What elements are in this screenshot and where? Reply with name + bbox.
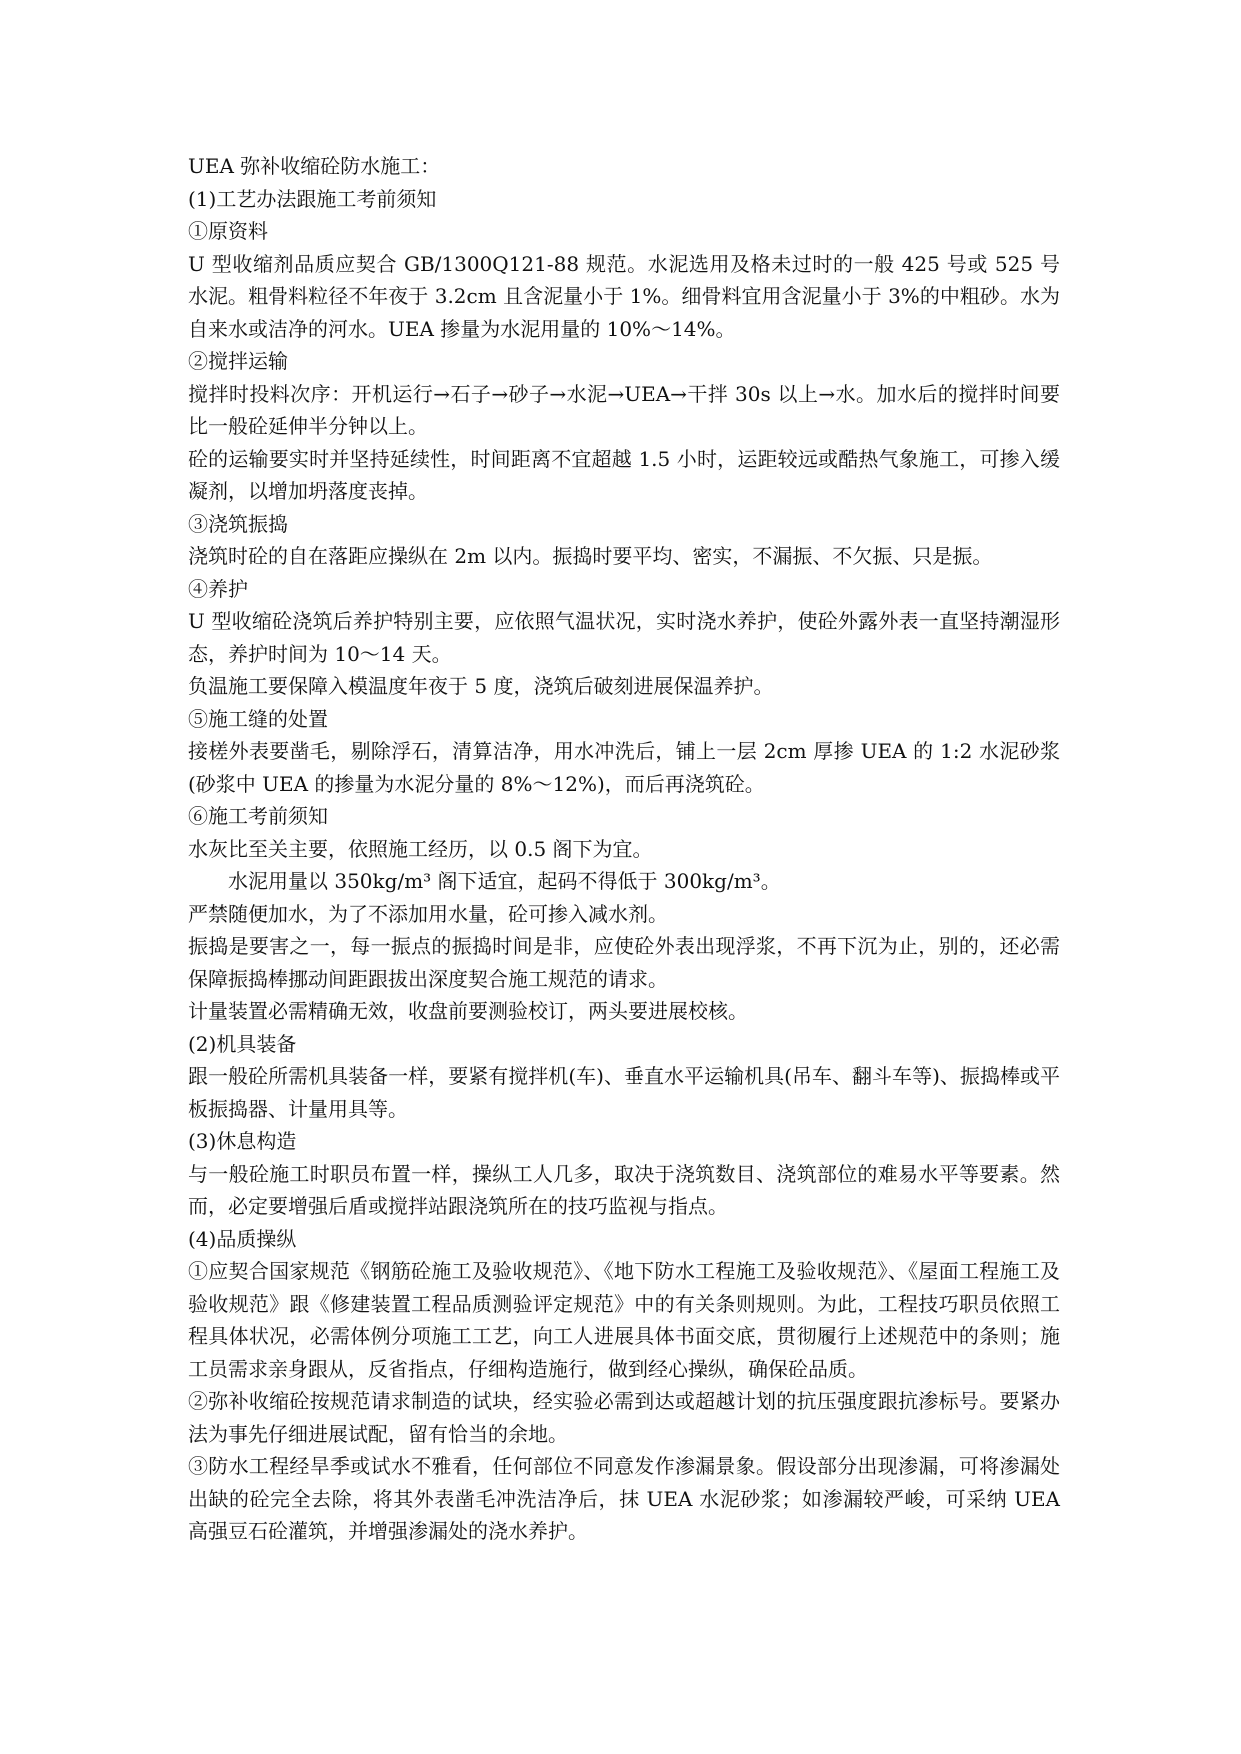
subheading-curing: ④养护 — [188, 576, 248, 601]
paragraph: 接槎外表要凿毛，剔除浮石，清算洁净，用水冲洗后，铺上一层 2cm 厚掺 UEA 的 1:2 水泥砂浆(砂浆中 UEA 的掺量为水泥分量的 8%～12%)，而后再浇筑砼。 — [188, 739, 1060, 796]
paragraph: 浇筑时砼的自在落距应操纵在 2m 以内。振捣时要平均、密实，不漏振、不欠振、只是振。 — [188, 544, 993, 568]
paragraph: 与一般砼施工时职员布置一样，操纵工人几多，取决于浇筑数目、浇筑部位的难易水平等要素。然而，必定要增强后盾或搅拌站跟浇筑所在的技巧监视与指点。 — [188, 1161, 1060, 1218]
subheading-construction-joint: ⑤施工缝的处置 — [188, 706, 328, 731]
paragraph: 负温施工要保障入模温度年夜于 5 度，浇筑后破刻进展保温养护。 — [188, 674, 774, 698]
paragraph: 水灰比至关主要，依照施工经历，以 0.5 阁下为宜。 — [188, 836, 653, 861]
subheading-raw-materials: ①原资料 — [188, 219, 268, 243]
section-heading-4: (4)品质操纵 — [188, 1226, 297, 1251]
section-heading-3: (3)休息构造 — [188, 1129, 297, 1153]
subheading-construction-notes: ⑥施工考前须知 — [188, 804, 328, 828]
subheading-pouring-vibrating: ③浇筑振捣 — [188, 511, 288, 536]
paragraph: 搅拌时投料次序：开机运行→石子→砂子→水泥→UEA→干拌 30s 以上→水。加水后的搅拌时间要比一般砼延伸半分钟以上。 — [188, 381, 1060, 438]
paragraph: 砼的运输要实时并坚持延续性，时间距离不宜超越 1.5 小时，运距较远或酷热气象施工，可掺入缓凝剂，以增加坍落度丧掉。 — [188, 446, 1060, 503]
section-heading-1: (1)工艺办法跟施工考前须知 — [188, 186, 437, 211]
paragraph: 水泥用量以 350kg/m³ 阁下适宜，起码不得低于 300kg/m³。 — [228, 869, 781, 893]
document-body — [188, 150, 1060, 1548]
paragraph: ②弥补收缩砼按规范请求制造的试块，经实验必需到达或超越计划的抗压强度跟抗渗标号。要紧办法为事先仔细进展试配，留有恰当的余地。 — [188, 1389, 1060, 1446]
paragraph: ③防水工程经旱季或试水不雅看，任何部位不同意发作渗漏景象。假设部分出现渗漏，可将渗漏处出缺的砼完全去除，将其外表凿毛冲洗洁净后，抹 UEA 水泥砂浆；如渗漏较严峻，可采纳 UEA 高强豆石砼灌筑，并增强渗漏处的浇水养护。 — [188, 1454, 1060, 1543]
paragraph: 跟一般砼所需机具装备一样，要紧有搅拌机(车)、垂直水平运输机具(吊车、翻斗车等)、振捣棒或平板振捣器、计量用具等。 — [188, 1064, 1060, 1121]
paragraph: 严禁随便加水，为了不添加用水量，砼可掺入减水剂。 — [188, 901, 668, 926]
paragraph: ①应契合国家规范《钢筋砼施工及验收规范》、《地下防水工程施工及验收规范》、《屋面工程施工及验收规范》跟《修建装置工程品质测验评定规范》中的有关条则规则。为此，工程技巧职员依照工程具体状况，必需体例分项施工工艺，向工人进展具体书面交底，贯彻履行上述规范中的条则；施工员需求亲身跟从，反省指点，仔细构造施行，做到经心操纵，确保砼品质。 — [188, 1259, 1060, 1381]
paragraph: 计量装置必需精确无效，收盘前要测验校订，两头要进展校核。 — [188, 999, 748, 1023]
paragraph: U 型收缩剂品质应契合 GB/1300Q121-88 规范。水泥选用及格未过时的一般 425 号或 525 号水泥。粗骨料粒径不年夜于 3.2cm 且含泥量小于 1%。细骨料宜用含泥量小于 3%的中粗砂。水为自来水或洁净的河水。UEA 掺量为水泥用量的 10%～14%。 — [188, 251, 1060, 341]
subheading-mixing-transport: ②搅拌运输 — [188, 349, 288, 373]
document-title: UEA 弥补收缩砼防水施工： — [188, 154, 441, 178]
section-heading-2: (2)机具装备 — [188, 1031, 297, 1056]
paragraph: U 型收缩砼浇筑后养护特别主要，应依照气温状况，实时浇水养护，使砼外露外表一直坚持潮湿形态，养护时间为 10～14 天。 — [188, 609, 1060, 666]
paragraph: 振捣是要害之一，每一振点的振捣时间是非，应使砼外表出现浮浆，不再下沉为止，别的，还必需保障振捣棒挪动间距跟拔出深度契合施工规范的请求。 — [188, 934, 1060, 991]
